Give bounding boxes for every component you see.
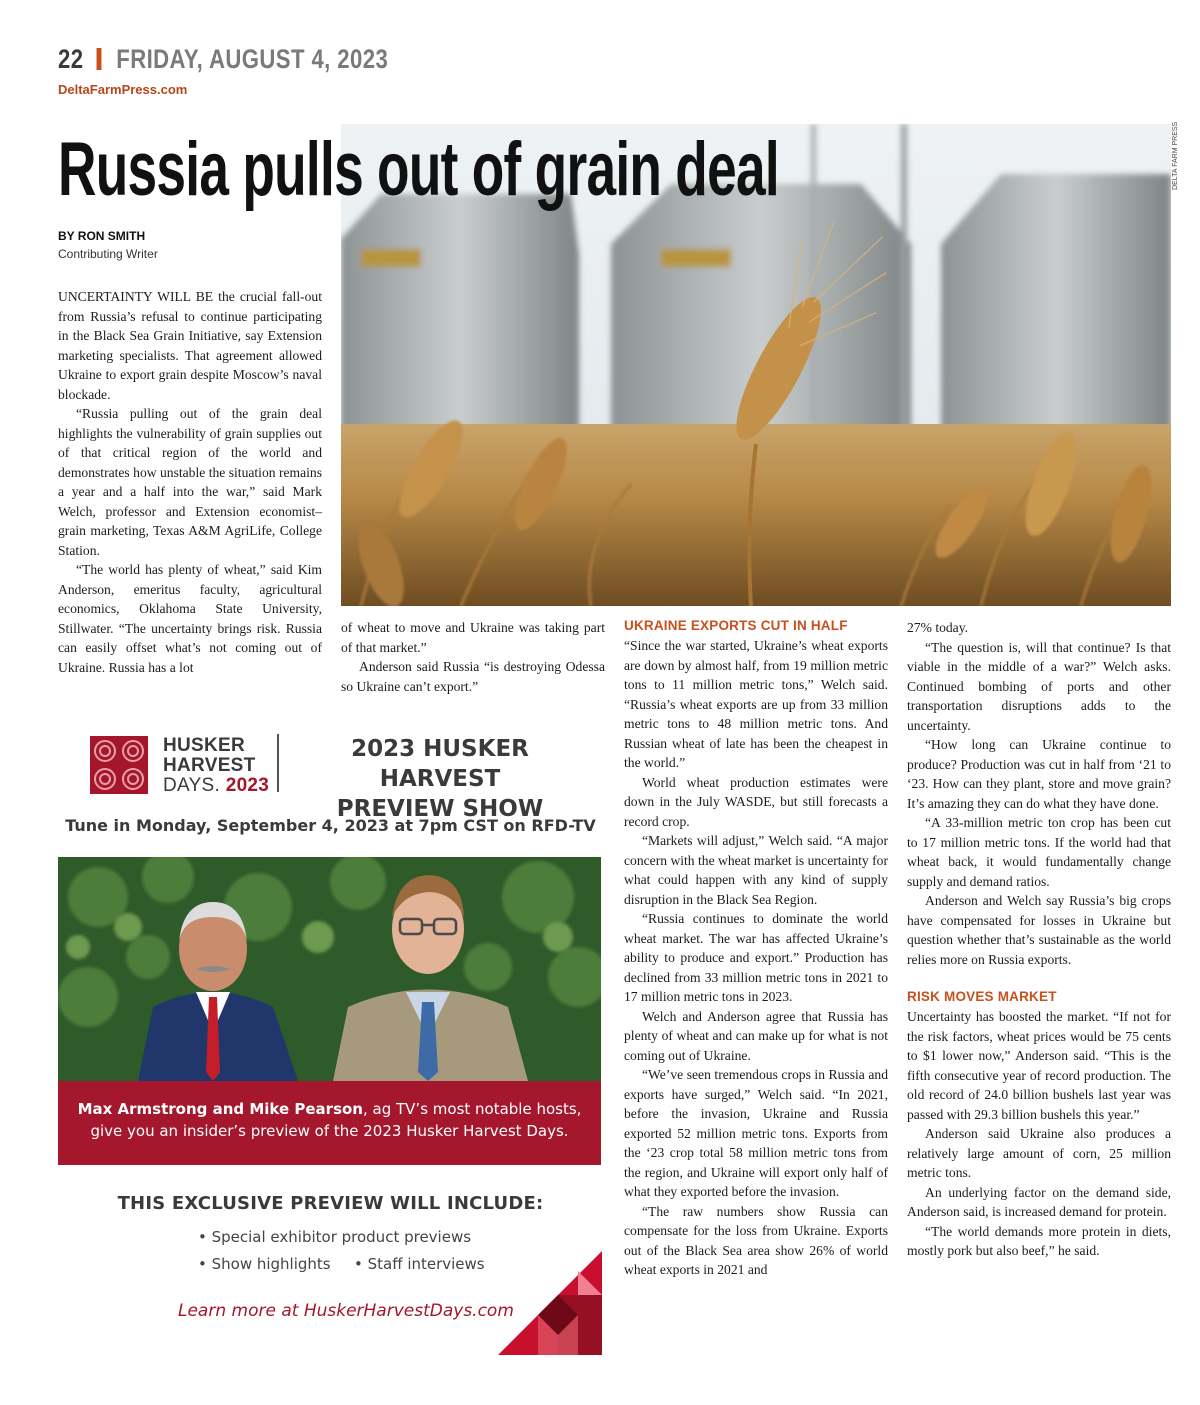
body-paragraph: Welch and Anderson agree that Russia has plenty of wheat and can make up for what is not coming out of Ukraine. [624,1008,888,1063]
body-paragraph: 27% today. [907,620,969,635]
husker-harvest-ad[interactable] [58,718,603,1358]
body-paragraph: Uncertainty has boosted the market. “If not for the risk factors, wheat prices would be 75 cents to $1 lower now,” Anderson said. “This is the fifth consecutive year of record production. The old record of 24.0 billion bushels last year was passed with 29.3 billion bushels this year.” [907,1009,1171,1122]
tune-in-text: Tune in Monday, September 4, 2023 at 7pm CST on RFD-TV [65,816,596,835]
body-paragraph: “The world has plenty of wheat,” said Kim Anderson, emeritus faculty, agricultural economics, Oklahoma State University, Stillwater. “The uncertainty brings risk. Russia can easily offset what’s not coming out of Ukraine. Russia has a lot [58,562,322,675]
body-paragraph: An underlying factor on the demand side, Anderson said, is increased demand for protein. [907,1184,1171,1219]
body-paragraph: “A 33-million metric ton crop has been cut to 17 million metric tons. If the world had that wheat back, it would fundamentally change supply and demand ratios. [907,815,1171,889]
show-title-line-1: 2023 HUSKER HARVEST [351,736,529,792]
geometric-corner-icon [498,1251,602,1355]
band-text-1: , ag TV’s most notable hosts, [362,1100,582,1118]
body-paragraph: “The question is, will that continue? Is that viable in the middle of a war?” Welch asks. Continued bombing of ports and other transportation disruptions adds to the uncertainty. [907,639,1171,733]
brand-line-1: HUSKER [163,735,246,756]
hosts-caption-band [58,1081,601,1165]
body-paragraph: “The world demands more protein in diets, mostly pork but also beef,” he said. [907,1223,1171,1258]
body-paragraph: “Russia pulling out of the grain deal highlights the vulnerability of grain supplies out of that critical region of the world and demonstrates how unstable the situation remains a year and a half into the war,” said Mark Welch, professor and Extension economist–grain marketing, Texas A&M AgriLife, College Station. [58,406,322,558]
body-paragraph: Anderson said Ukraine also produces a relatively large amount of corn, 25 million metric tons. [907,1126,1171,1180]
folio-divider [97,48,102,70]
husker-harvest-brand [163,736,269,796]
page-folio [58,44,388,75]
byline: BY RON SMITH [58,229,146,243]
show-title-line-2: PREVIEW SHOW [336,796,544,822]
bullet-item: • Show highlights [198,1255,331,1273]
body-paragraph: “How long can Ukraine continue to produce? Production was cut in half from ‘21 to ‘23. How can they plant, store and move grain? It’s amazing they can do what they have done. [907,737,1171,811]
brand-line-2: HARVEST [163,755,256,776]
bullet-item: • Special exhibitor product previews [198,1228,472,1246]
article-column-2 [341,618,605,696]
learn-more-link[interactable]: Learn more at HuskerHarvestDays.com [178,1301,514,1321]
preview-show-title [290,734,590,824]
issue-date: FRIDAY, AUGUST 4, 2023 [116,44,389,74]
article-column-3 [624,616,888,1280]
husker-harvest-logo-icon [90,736,148,794]
article-headline: Russia pulls out of grain deal [58,127,779,212]
lead-paragraph: UNCERTAINTY WILL BE the crucial fall-out from Russia’s refusal to continue participating in the Black Sea Grain Initiative, say Extension marketing specialists. That agreement allowed Ukraine to export grain despite Moscow’s naval blockade. [58,289,322,402]
body-paragraph: Anderson said Russia “is destroying Odessa so Ukraine can’t export.” [341,659,605,694]
band-text-2: give you an insider’s preview of the 2023 Husker Harvest Days. [90,1122,569,1140]
include-heading: THIS EXCLUSIVE PREVIEW WILL INCLUDE: [117,1193,544,1214]
article-column-4 [907,618,1171,1261]
subhead-risk-moves-market: RISK MOVES MARKET [907,989,1057,1004]
body-paragraph: “Markets will adjust,” Welch said. “A major concern with the wheat market is uncertainty for what could happen with any kind of supply disruption in the Black Sea Region. [624,833,888,907]
body-paragraph: of wheat to move and Ukraine was taking part of that market.” [341,620,605,655]
brand-year: 2023 [225,775,270,796]
body-paragraph: “Russia continues to dominate the world wheat market. The war has affected Ukraine’s ability to produce and export.” Production has declined from 33 million metric tons in 2021 to 17 million metric tons in 2023. [624,911,888,1004]
body-paragraph: Anderson and Welch say Russia’s big crops have compensated for losses in Ukraine but question whether that’s sustainable as the world relies more on Russia exports. [907,893,1171,967]
hosts-photo [58,857,601,1081]
bullet-item: • Staff interviews [354,1255,485,1273]
page-number: 22 [58,44,84,74]
brand-days: DAYS. [163,775,221,796]
article-column-1 [58,287,322,677]
body-paragraph: “We’ve seen tremendous crops in Russia and exports have surged,” Welch said. “In 2021, before the invasion, Ukraine and Russia exported 52 million metric tons. Exports from the ‘23 crop total 58 million metric tons from the region, and Ukraine will export only half of what they exported before the invasion. [624,1067,888,1199]
site-name[interactable]: DeltaFarmPress.com [58,82,188,97]
host-names: Max Armstrong and Mike Pearson [77,1100,363,1118]
body-paragraph: “The raw numbers show Russia can compensate for the loss from Ukraine. Exports out of the Black Sea area show 26% of world wheat exports in 2021 and [624,1203,888,1277]
photo-credit: DELTA FARM PRESS [1172,121,1179,190]
body-paragraph: World wheat production estimates were down in the July WASDE, but still forecasts a record crop. [624,774,888,829]
body-paragraph: “Since the war started, Ukraine’s wheat exports are down by almost half, from 19 million metric tons to 11 million metric tons,” Welch said. “Russia’s wheat exports are up from 33 million metric tons to 48 million metric tons. And Russian wheat of late has been the cheapest in the world.” [624,638,888,770]
ad-divider [277,734,279,792]
subhead-ukraine-exports: UKRAINE EXPORTS CUT IN HALF [624,618,848,633]
byline-role: Contributing Writer [58,247,158,261]
